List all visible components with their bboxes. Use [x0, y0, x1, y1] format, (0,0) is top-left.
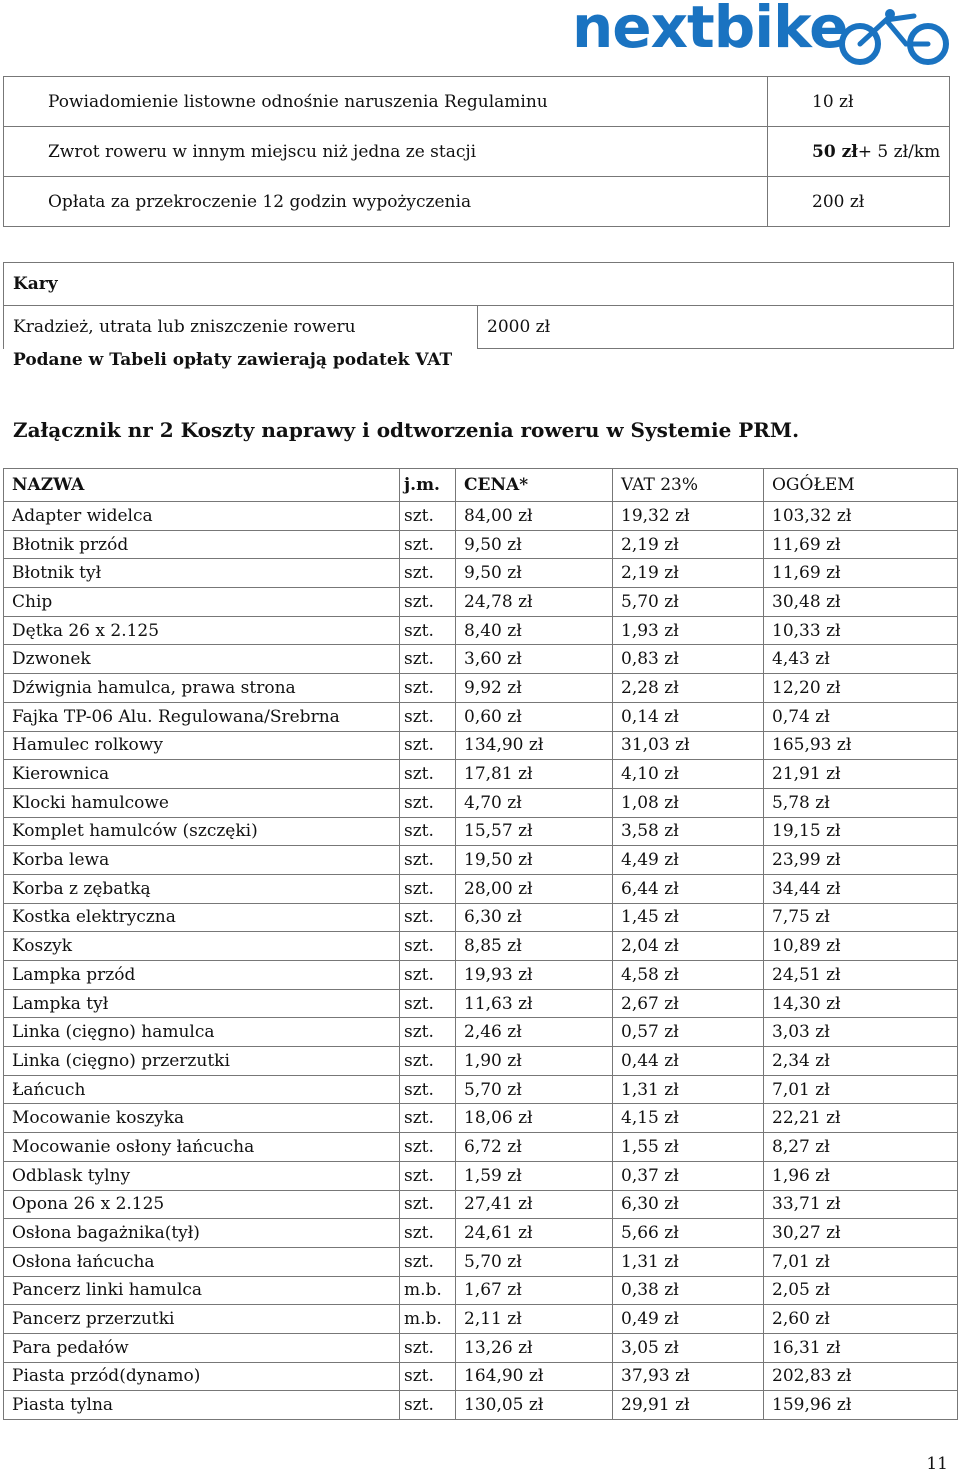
col-vat: 0,57 zł	[613, 1018, 764, 1047]
col-total: 21,91 zł	[764, 760, 958, 789]
col-name: Lampka tył	[4, 989, 400, 1018]
col-price: 6,72 zł	[456, 1133, 613, 1162]
col-vat: 0,44 zł	[613, 1047, 764, 1076]
col-unit: szt.	[400, 1219, 456, 1248]
col-unit: szt.	[400, 674, 456, 703]
col-price: 164,90 zł	[456, 1362, 613, 1391]
col-total: 16,31 zł	[764, 1333, 958, 1362]
table-row	[4, 961, 958, 990]
col-price: 15,57 zł	[456, 817, 613, 846]
col-name: Hamulec rolkowy	[4, 731, 400, 760]
col-vat: 2,67 zł	[613, 989, 764, 1018]
col-vat: 4,49 zł	[613, 846, 764, 875]
col-vat: 29,91 zł	[613, 1391, 764, 1420]
col-vat: 5,70 zł	[613, 588, 764, 617]
col-total: 2,05 zł	[764, 1276, 958, 1305]
table-row	[4, 702, 958, 731]
penalty-name: Kradzież, utrata lub zniszczenie roweru	[4, 306, 478, 349]
fee-name: Zwrot roweru w innym miejscu niż jedna ze stacji	[4, 127, 768, 177]
col-price: 19,93 zł	[456, 961, 613, 990]
col-unit: szt.	[400, 702, 456, 731]
col-unit: szt.	[400, 1133, 456, 1162]
fees-table	[3, 76, 950, 227]
col-total: 33,71 zł	[764, 1190, 958, 1219]
col-total: 24,51 zł	[764, 961, 958, 990]
col-price: 9,92 zł	[456, 674, 613, 703]
col-unit: szt.	[400, 1190, 456, 1219]
col-price: 2,46 zł	[456, 1018, 613, 1047]
col-total: 14,30 zł	[764, 989, 958, 1018]
col-vat: 0,83 zł	[613, 645, 764, 674]
fee-name: Opłata za przekroczenie 12 godzin wypożyczenia	[4, 177, 768, 227]
bike-logo-icon	[836, 6, 952, 66]
table-row	[4, 1190, 958, 1219]
table-row	[4, 1247, 958, 1276]
penalties-header: Kary	[4, 263, 954, 306]
col-price: 24,78 zł	[456, 588, 613, 617]
col-name: Odblask tylny	[4, 1161, 400, 1190]
col-name: Błotnik przód	[4, 530, 400, 559]
col-price: 28,00 zł	[456, 874, 613, 903]
fee-value-text: 10 zł	[812, 91, 854, 112]
col-total: 10,89 zł	[764, 932, 958, 961]
col-price: 24,61 zł	[456, 1219, 613, 1248]
col-vat: 4,10 zł	[613, 760, 764, 789]
col-total: 10,33 zł	[764, 616, 958, 645]
col-total: 5,78 zł	[764, 788, 958, 817]
col-price: 5,70 zł	[456, 1247, 613, 1276]
fee-value-text: + 5 zł/km	[857, 141, 941, 162]
col-price: 5,70 zł	[456, 1075, 613, 1104]
parts-table	[3, 468, 958, 1420]
col-unit: szt.	[400, 961, 456, 990]
col-total: 12,20 zł	[764, 674, 958, 703]
col-total: 3,03 zł	[764, 1018, 958, 1047]
col-name: Korba lewa	[4, 846, 400, 875]
col-name: Korba z zębatką	[4, 874, 400, 903]
table-row	[4, 645, 958, 674]
annex-title: Załącznik nr 2 Koszty naprawy i odtworzenia roweru w Systemie PRM.	[13, 418, 800, 442]
col-vat: 1,31 zł	[613, 1075, 764, 1104]
table-row	[4, 530, 958, 559]
fee-value	[768, 177, 950, 227]
col-vat: 1,31 zł	[613, 1247, 764, 1276]
col-vat: 0,49 zł	[613, 1305, 764, 1334]
col-unit: szt.	[400, 874, 456, 903]
col-vat: 0,38 zł	[613, 1276, 764, 1305]
col-name: Koszyk	[4, 932, 400, 961]
col-price: 9,50 zł	[456, 530, 613, 559]
col-name: Dźwignia hamulca, prawa strona	[4, 674, 400, 703]
table-row	[4, 874, 958, 903]
fee-name: Powiadomienie listowne odnośnie naruszenia Regulaminu	[4, 77, 768, 127]
col-price: 3,60 zł	[456, 645, 613, 674]
col-vat: 2,28 zł	[613, 674, 764, 703]
table-row	[4, 932, 958, 961]
col-name: Łańcuch	[4, 1075, 400, 1104]
table-row	[4, 559, 958, 588]
col-total: 34,44 zł	[764, 874, 958, 903]
table-row	[4, 1276, 958, 1305]
col-unit: szt.	[400, 530, 456, 559]
col-vat: 37,93 zł	[613, 1362, 764, 1391]
table-row	[4, 616, 958, 645]
table-row	[4, 1133, 958, 1162]
col-vat: 1,93 zł	[613, 616, 764, 645]
col-price: 4,70 zł	[456, 788, 613, 817]
table-row	[4, 1047, 958, 1076]
page-number: 11	[926, 1454, 948, 1474]
fee-value-bold: 50 zł	[812, 141, 858, 162]
col-name: Kierownica	[4, 760, 400, 789]
col-unit: szt.	[400, 1018, 456, 1047]
col-total: 202,83 zł	[764, 1362, 958, 1391]
col-vat: 2,04 zł	[613, 932, 764, 961]
col-name: Pancerz linki hamulca	[4, 1276, 400, 1305]
col-price: 11,63 zł	[456, 989, 613, 1018]
col-unit: szt.	[400, 1104, 456, 1133]
table-row	[4, 674, 958, 703]
col-unit: szt.	[400, 760, 456, 789]
parts-header-row	[4, 469, 958, 502]
col-vat: 4,58 zł	[613, 961, 764, 990]
col-name: Dętka 26 x 2.125	[4, 616, 400, 645]
col-name: Klocki hamulcowe	[4, 788, 400, 817]
col-vat: 31,03 zł	[613, 731, 764, 760]
col-vat: 0,37 zł	[613, 1161, 764, 1190]
col-unit: m.b.	[400, 1305, 456, 1334]
col-unit: szt.	[400, 1161, 456, 1190]
col-price: 130,05 zł	[456, 1391, 613, 1420]
col-unit: szt.	[400, 1333, 456, 1362]
col-price: 17,81 zł	[456, 760, 613, 789]
col-unit: szt.	[400, 788, 456, 817]
col-name: Piasta tylna	[4, 1391, 400, 1420]
col-name: Opona 26 x 2.125	[4, 1190, 400, 1219]
col-name: Para pedałów	[4, 1333, 400, 1362]
col-vat: 2,19 zł	[613, 559, 764, 588]
col-unit: szt.	[400, 616, 456, 645]
col-unit: szt.	[400, 846, 456, 875]
col-total: 165,93 zł	[764, 731, 958, 760]
col-unit: szt.	[400, 502, 456, 531]
col-unit: szt.	[400, 1047, 456, 1076]
col-name: Pancerz przerzutki	[4, 1305, 400, 1334]
col-unit: szt.	[400, 817, 456, 846]
col-total: 11,69 zł	[764, 530, 958, 559]
table-row	[4, 846, 958, 875]
col-price: 9,50 zł	[456, 559, 613, 588]
col-total: 7,01 zł	[764, 1075, 958, 1104]
col-name: Piasta przód(dynamo)	[4, 1362, 400, 1391]
col-total: 19,15 zł	[764, 817, 958, 846]
col-name: Fajka TP-06 Alu. Regulowana/Srebrna	[4, 702, 400, 731]
table-row	[4, 1333, 958, 1362]
col-total: 7,75 zł	[764, 903, 958, 932]
col-unit: szt.	[400, 989, 456, 1018]
header-col-name: NAZWA	[4, 469, 400, 502]
header-col-unit: j.m.	[400, 469, 456, 502]
col-unit: szt.	[400, 1247, 456, 1276]
col-total: 0,74 zł	[764, 702, 958, 731]
penalties-table	[3, 262, 954, 349]
table-row	[4, 731, 958, 760]
table-row	[4, 989, 958, 1018]
col-total: 2,60 zł	[764, 1305, 958, 1334]
table-row	[4, 1161, 958, 1190]
table-row	[4, 817, 958, 846]
col-name: Osłona łańcucha	[4, 1247, 400, 1276]
table-row	[4, 1391, 958, 1420]
col-price: 0,60 zł	[456, 702, 613, 731]
col-price: 8,85 zł	[456, 932, 613, 961]
table-row	[4, 588, 958, 617]
logo-text: nextbike	[572, 0, 848, 61]
table-row	[4, 1075, 958, 1104]
col-price: 13,26 zł	[456, 1333, 613, 1362]
col-vat: 5,66 zł	[613, 1219, 764, 1248]
col-price: 84,00 zł	[456, 502, 613, 531]
fee-row	[4, 127, 950, 177]
col-name: Lampka przód	[4, 961, 400, 990]
col-name: Dzwonek	[4, 645, 400, 674]
col-name: Chip	[4, 588, 400, 617]
col-price: 8,40 zł	[456, 616, 613, 645]
col-unit: m.b.	[400, 1276, 456, 1305]
table-row	[4, 903, 958, 932]
fee-row	[4, 77, 950, 127]
col-unit: szt.	[400, 645, 456, 674]
table-row	[4, 1219, 958, 1248]
header-col-price: CENA*	[456, 469, 613, 502]
table-row	[4, 1305, 958, 1334]
col-vat: 6,30 zł	[613, 1190, 764, 1219]
table-row	[4, 760, 958, 789]
fee-value	[768, 127, 950, 177]
col-vat: 1,55 zł	[613, 1133, 764, 1162]
col-price: 19,50 zł	[456, 846, 613, 875]
col-vat: 1,08 zł	[613, 788, 764, 817]
col-name: Komplet hamulców (szczęki)	[4, 817, 400, 846]
col-name: Kostka elektryczna	[4, 903, 400, 932]
vat-note: Podane w Tabeli opłaty zawierają podatek VAT	[13, 350, 453, 370]
col-name: Mocowanie koszyka	[4, 1104, 400, 1133]
col-vat: 3,05 zł	[613, 1333, 764, 1362]
col-vat: 2,19 zł	[613, 530, 764, 559]
col-total: 159,96 zł	[764, 1391, 958, 1420]
fee-value	[768, 77, 950, 127]
col-total: 11,69 zł	[764, 559, 958, 588]
col-vat: 6,44 zł	[613, 874, 764, 903]
col-price: 1,90 zł	[456, 1047, 613, 1076]
col-name: Błotnik tył	[4, 559, 400, 588]
header-col-vat: VAT 23%	[613, 469, 764, 502]
col-price: 2,11 zł	[456, 1305, 613, 1334]
col-vat: 19,32 zł	[613, 502, 764, 531]
table-row	[4, 502, 958, 531]
col-total: 2,34 zł	[764, 1047, 958, 1076]
table-row	[4, 1104, 958, 1133]
col-price: 1,67 zł	[456, 1276, 613, 1305]
col-unit: szt.	[400, 588, 456, 617]
col-price: 27,41 zł	[456, 1190, 613, 1219]
col-total: 30,48 zł	[764, 588, 958, 617]
col-unit: szt.	[400, 932, 456, 961]
col-total: 23,99 zł	[764, 846, 958, 875]
col-price: 18,06 zł	[456, 1104, 613, 1133]
col-vat: 4,15 zł	[613, 1104, 764, 1133]
col-price: 1,59 zł	[456, 1161, 613, 1190]
col-name: Mocowanie osłony łańcucha	[4, 1133, 400, 1162]
col-name: Linka (cięgno) hamulca	[4, 1018, 400, 1047]
col-name: Adapter widelca	[4, 502, 400, 531]
col-total: 8,27 zł	[764, 1133, 958, 1162]
fee-value-text: 200 zł	[812, 191, 865, 212]
col-total: 103,32 zł	[764, 502, 958, 531]
penalty-value: 2000 zł	[478, 306, 954, 349]
table-row	[4, 1018, 958, 1047]
fee-row	[4, 177, 950, 227]
col-total: 22,21 zł	[764, 1104, 958, 1133]
col-vat: 3,58 zł	[613, 817, 764, 846]
table-row	[4, 788, 958, 817]
col-unit: szt.	[400, 1362, 456, 1391]
col-unit: szt.	[400, 903, 456, 932]
col-unit: szt.	[400, 1075, 456, 1104]
col-total: 1,96 zł	[764, 1161, 958, 1190]
col-unit: szt.	[400, 1391, 456, 1420]
col-name: Linka (cięgno) przerzutki	[4, 1047, 400, 1076]
nextbike-logo	[572, 0, 952, 66]
col-unit: szt.	[400, 731, 456, 760]
table-row	[4, 1362, 958, 1391]
col-vat: 0,14 zł	[613, 702, 764, 731]
col-total: 4,43 zł	[764, 645, 958, 674]
col-total: 7,01 zł	[764, 1247, 958, 1276]
col-unit: szt.	[400, 559, 456, 588]
col-price: 134,90 zł	[456, 731, 613, 760]
col-total: 30,27 zł	[764, 1219, 958, 1248]
col-name: Osłona bagażnika(tył)	[4, 1219, 400, 1248]
header-col-total: OGÓŁEM	[764, 469, 958, 502]
col-vat: 1,45 zł	[613, 903, 764, 932]
col-price: 6,30 zł	[456, 903, 613, 932]
